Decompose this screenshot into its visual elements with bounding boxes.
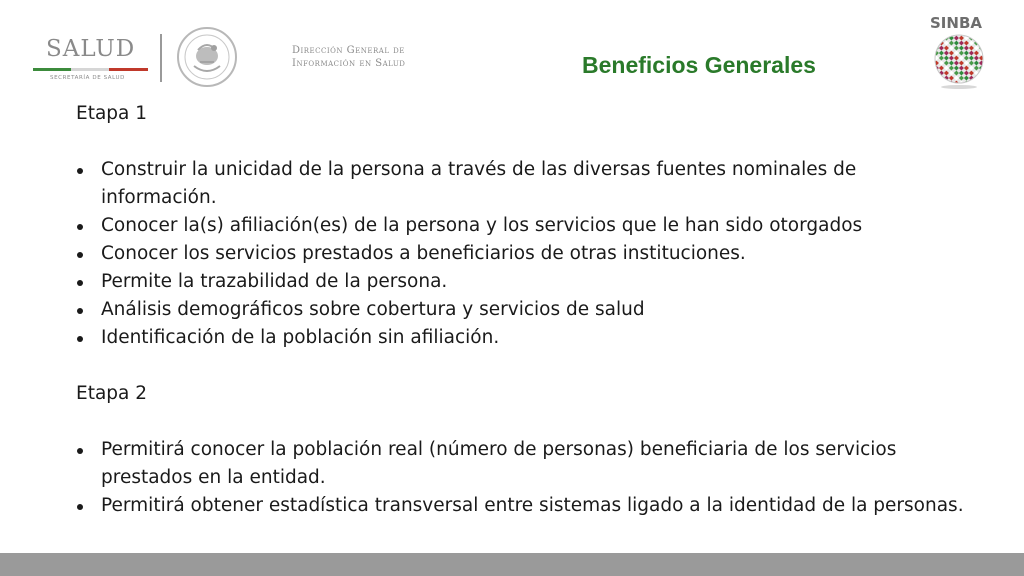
bullet-icon [77, 224, 83, 230]
salud-logo-word: SALUD [46, 36, 136, 62]
sinba-globe-icon [930, 32, 988, 90]
bullet-icon [77, 448, 83, 454]
bullet-icon [77, 308, 83, 314]
list-item-text: Identificación de la población sin afiliación. [101, 327, 500, 348]
list-item [76, 212, 976, 240]
footer-bar [0, 553, 1024, 576]
list-item-text: Permitirá conocer la población real (número de personas) beneficiaria de los servicios prestados en la entidad. [101, 439, 897, 488]
list-item [76, 436, 976, 492]
sinba-logo-label: SINBA [930, 14, 982, 32]
list-item [76, 240, 976, 268]
list-item [76, 156, 976, 212]
salud-logo [28, 30, 158, 82]
slide-title: Beneficios Generales [582, 52, 816, 78]
list-item-text: Permitirá obtener estadística transversal entre sistemas ligado a la identidad de la personas. [101, 495, 964, 516]
stage1-heading: Etapa 1 [76, 103, 148, 124]
bullet-icon [77, 504, 83, 510]
list-item [76, 268, 976, 296]
list-item-text: Permite la trazabilidad de la persona. [101, 271, 448, 292]
bullet-icon [77, 252, 83, 258]
stage1-bullet-list [76, 156, 976, 352]
header-divider [160, 34, 162, 82]
stage2-heading: Etapa 2 [76, 383, 148, 404]
national-seal-icon [176, 26, 238, 88]
bullet-icon [77, 336, 83, 342]
department-name-line1: Dirección General de [292, 45, 405, 56]
list-item [76, 492, 976, 520]
bullet-icon [77, 280, 83, 286]
list-item-text: Conocer los servicios prestados a beneficiarios de otras instituciones. [101, 243, 746, 264]
department-name-line2: Información en Salud [292, 58, 406, 69]
bullet-icon [77, 168, 83, 174]
list-item [76, 296, 976, 324]
list-item-text: Construir la unicidad de la persona a través de las diversas fuentes nominales de información. [101, 159, 857, 208]
salud-logo-subtitle: SECRETARÍA DE SALUD [50, 75, 126, 81]
stage2-bullet-list [76, 436, 976, 520]
slide-content [76, 100, 976, 520]
list-item-text: Conocer la(s) afiliación(es) de la persona y los servicios que le han sido otorgados [101, 215, 863, 236]
salud-logo-tricolor-line [33, 68, 148, 71]
list-item-text: Análisis demográficos sobre cobertura y servicios de salud [101, 299, 645, 320]
department-name [292, 44, 405, 70]
list-item [76, 324, 976, 352]
